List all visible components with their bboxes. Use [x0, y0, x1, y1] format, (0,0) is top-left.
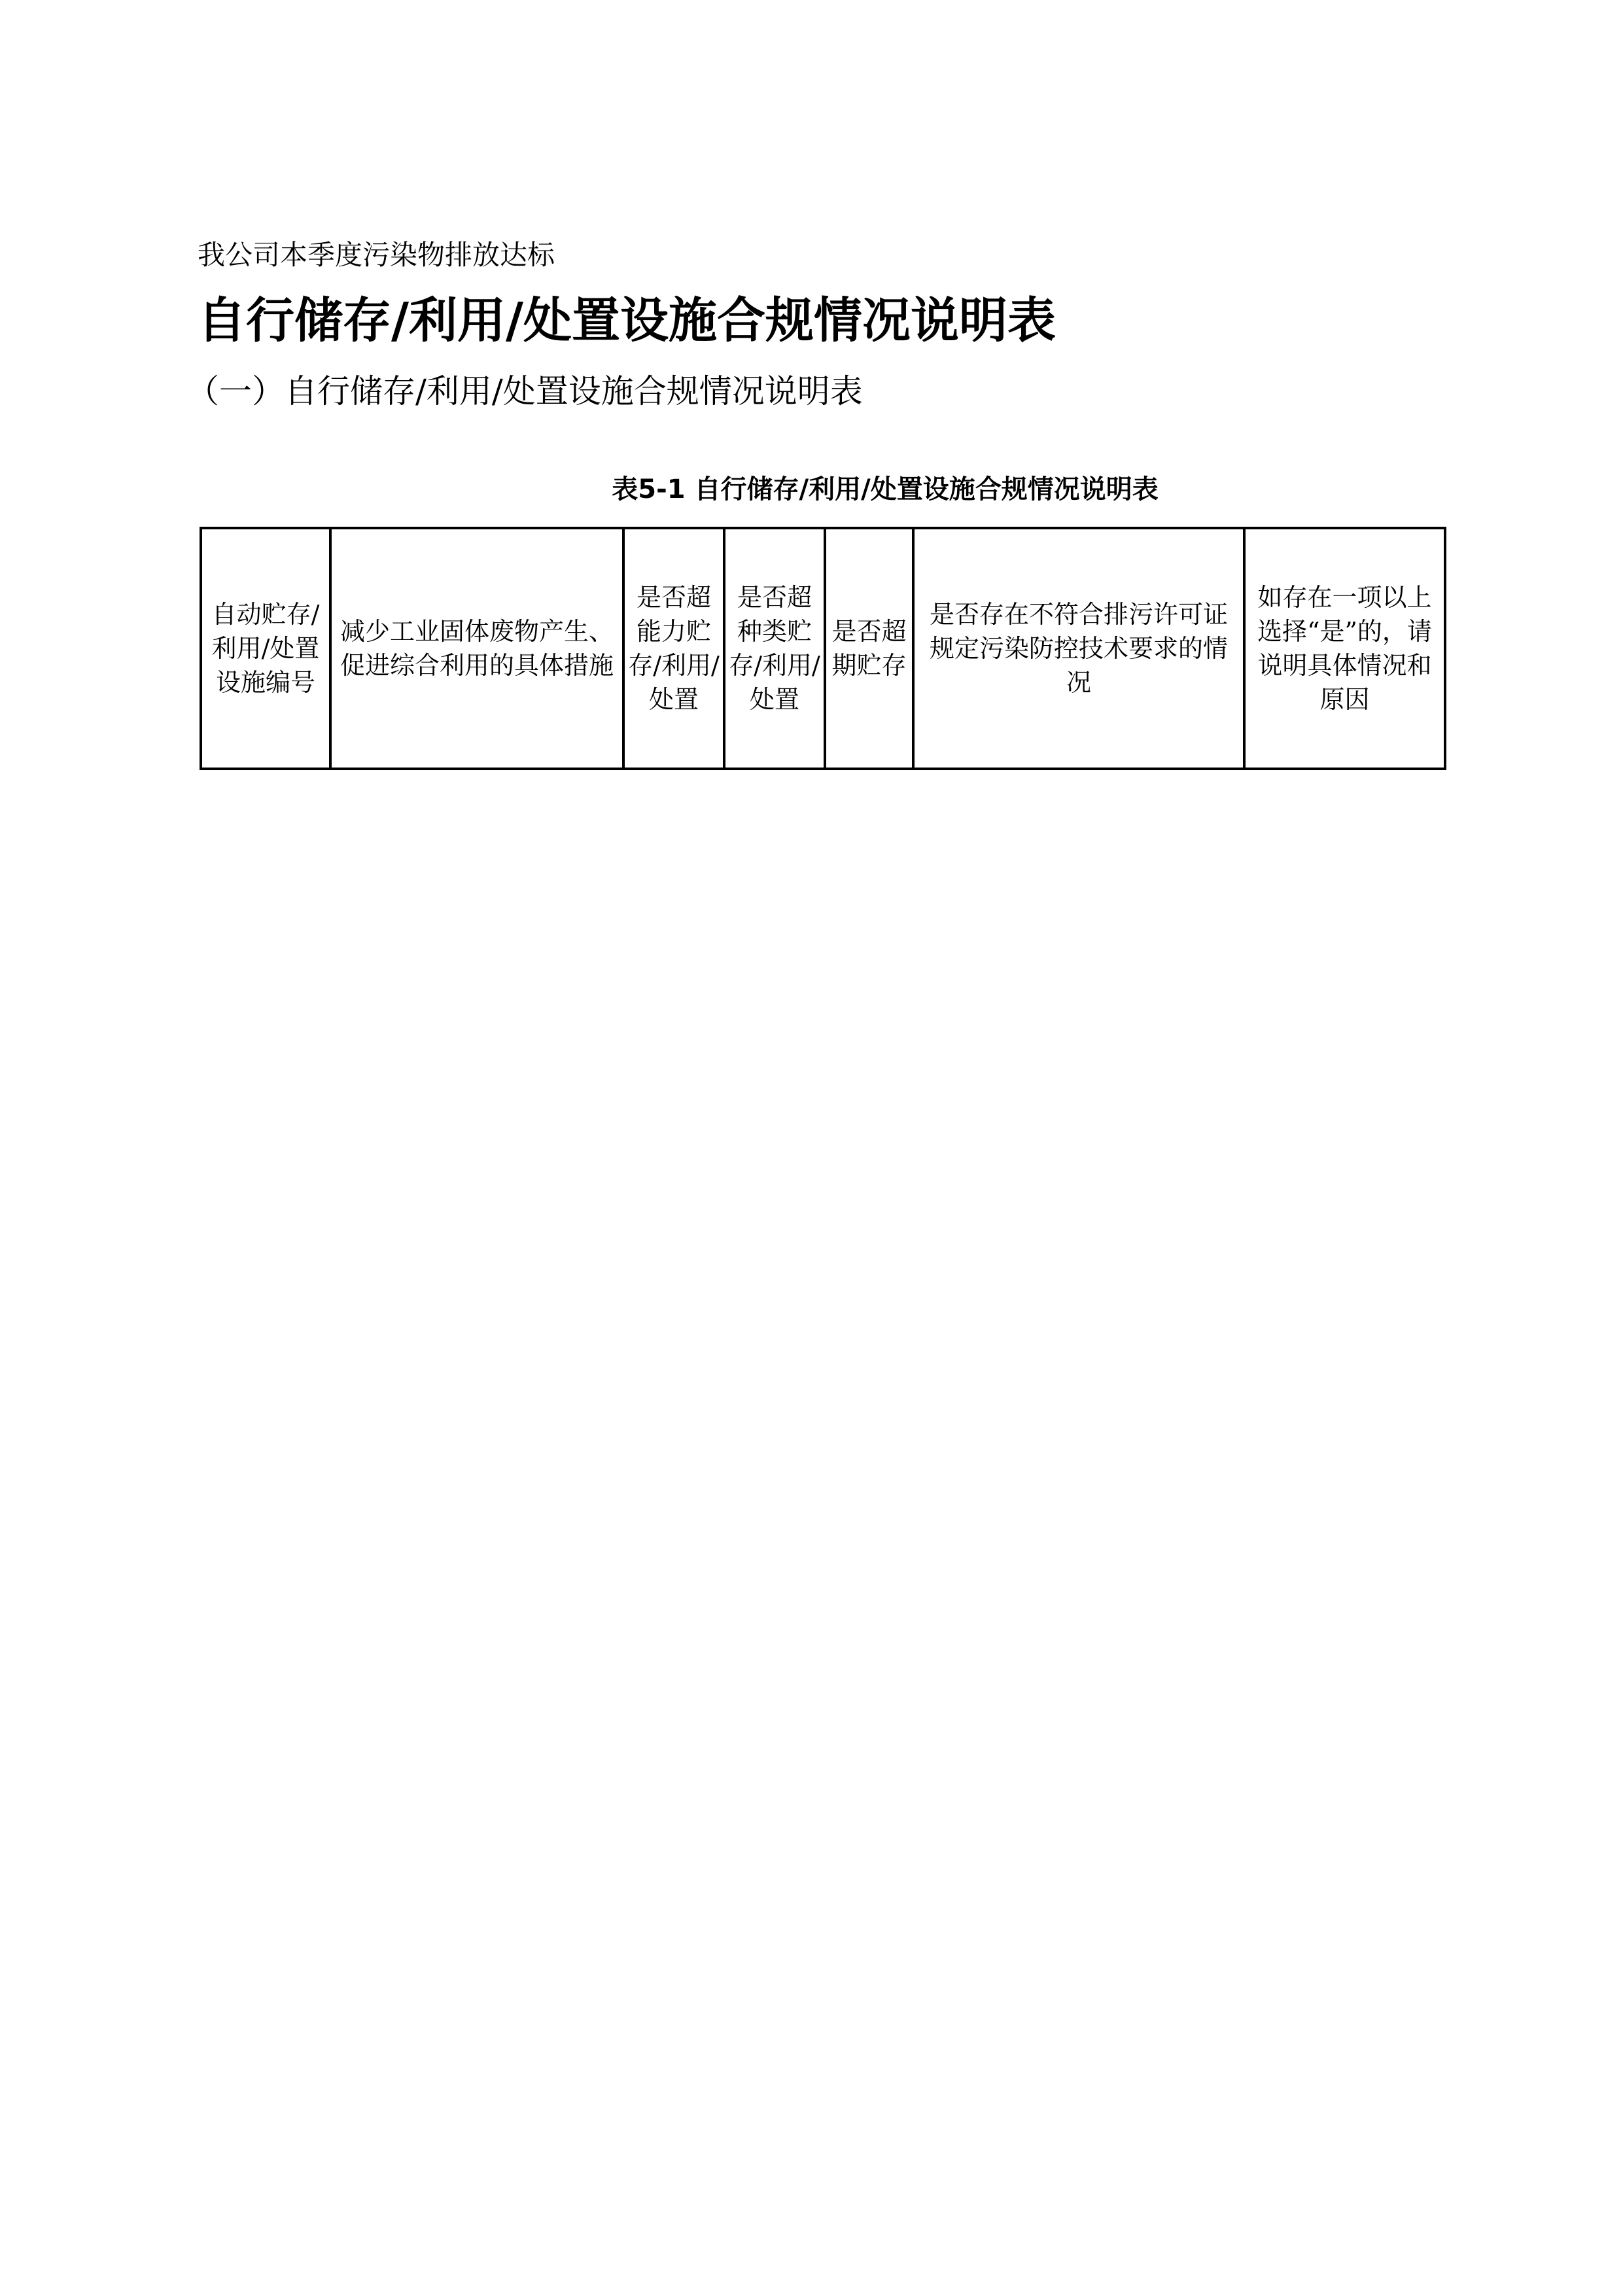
compliance-table	[200, 527, 1446, 770]
page-title: 自行储存/利用/处置设施合规情况说明表	[198, 292, 1056, 349]
column-header-over-category: 是否超种类贮存/利用/处置	[724, 528, 825, 769]
column-header-explanation: 如存在一项以上选择“是”的，请说明具体情况和原因	[1244, 528, 1445, 769]
column-header-reduction-measures: 减少工业固体废物产生、促进综合利用的具体措施	[330, 528, 623, 769]
section-subtitle: （一）自行储存/利用/处置设施合规情况说明表	[186, 372, 863, 410]
column-header-facility-id: 自动贮存/利用/处置设施编号	[201, 528, 330, 769]
column-header-over-capacity: 是否超能力贮存/利用/处置	[623, 528, 724, 769]
column-header-noncompliance: 是否存在不符合排污许可证规定污染防控技术要求的情况	[913, 528, 1244, 769]
table-caption: 表5-1 自行储存/利用/处置设施合规情况说明表	[612, 474, 1159, 504]
intro-text: 我公司本季度污染物排放达标	[198, 239, 555, 271]
column-header-over-period: 是否超期贮存	[825, 528, 913, 769]
table-header-row	[201, 528, 1445, 769]
